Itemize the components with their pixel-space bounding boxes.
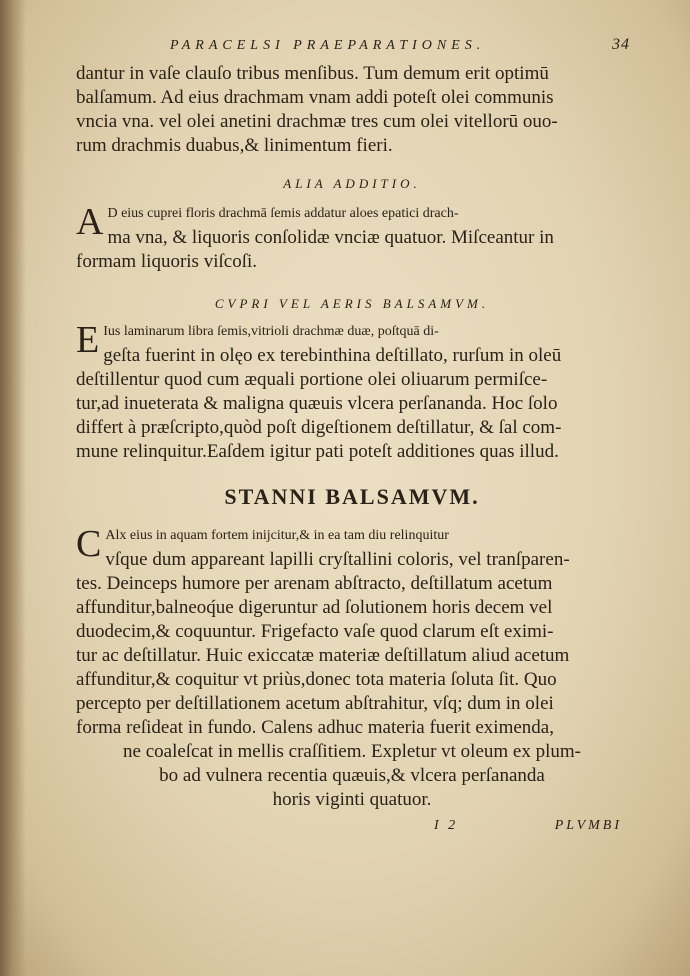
- text-line: deſtillentur quod cum æquali portione olei oliuarum permiſce-: [76, 369, 548, 390]
- section-heading-cupri-balsamum: CVPRI VEL AERIS BALSAMVM.: [214, 296, 490, 311]
- text-line: differt à præſcripto,quòd poſt digeſtionem deſtillatur, & ſal com-: [76, 417, 562, 438]
- page-footer: [76, 818, 628, 838]
- text-line: geſta fuerint in olęo ex terebinthina deſtillato, rurſum in oleū: [103, 345, 562, 366]
- text-line: ma vna, & liquoris conſolidæ vnciæ quatuor. Miſceantur in: [107, 227, 554, 248]
- text-line: affunditur,& coquitur vt priùs,donec tota materia ſoluta ſit. Quo: [76, 669, 557, 690]
- text-line: formam liquoris viſcoſi.: [76, 251, 258, 272]
- catchword: PLVMBI: [554, 818, 622, 833]
- text-line: ne coaleſcat in mellis craſſitiem. Expletur vt oleum ex plum-: [123, 741, 581, 762]
- drop-initial: E: [76, 319, 100, 361]
- text-line: percepto per deſtillationem acetum abſtrahitur, vſq; dum in olei: [76, 693, 554, 714]
- text-line: duodecim,& coquuntur. Frigefacto vaſe quod clarum eſt eximi-: [76, 621, 554, 642]
- running-title: PARACELSI PRAEPARATIONES.: [170, 38, 486, 53]
- drop-initial: A: [76, 201, 104, 243]
- text-line: vſque dum appareant lapilli cryſtallini coloris, vel tranſparen-: [105, 549, 570, 570]
- text-line: vncia vna. vel olei anetini drachmæ tres cum olei vitellorū ouo-: [76, 111, 558, 132]
- section-heading-stanni-balsamum: STANNI BALSAMVM.: [224, 484, 480, 509]
- text-line: horis viginti quatuor.: [272, 789, 432, 810]
- text-line: affunditur,balneoq́ue digeruntur ad ſolutionem horis decem vel: [76, 597, 553, 618]
- page-number: 34: [612, 36, 630, 53]
- text-line: dantur in vaſe clauſo tribus menſibus. Tum demum erit optimū: [76, 63, 549, 84]
- text-line: Alx eius in aquam fortem inijcitur,& in ea tam diu relinquitur: [105, 528, 449, 543]
- text-line: D eius cuprei floris drachmā ſemis addatur aloes epatici drach-: [107, 206, 459, 221]
- text-line: tes. Deinceps humore per arenam abſtracto, deſtillatum acetum: [76, 573, 553, 594]
- paragraph-continuation: [76, 62, 628, 158]
- text-line: Ius laminarum libra ſemis,vitrioli drachmæ duæ, poſtquā di-: [103, 324, 439, 339]
- running-header: [170, 36, 630, 58]
- text-line: balſamum. Ad eius drachmam vnam addi poteſt olei communis: [76, 87, 554, 108]
- signature-mark: I 2: [434, 818, 459, 833]
- text-line: mune relinquitur.Eaſdem igitur pati poteſt additiones quas illud.: [76, 441, 559, 462]
- paragraph-stanni-balsamum: [76, 524, 628, 812]
- drop-initial: C: [76, 523, 102, 565]
- paragraph-cupri-balsamum: [76, 320, 628, 464]
- text-line: bo ad vulnera recentia quæuis,& vlcera perſananda: [159, 765, 545, 786]
- text-line: rum drachmis duabus,& linimentum fieri.: [76, 135, 393, 156]
- section-heading-alia-additio: ALIA ADDITIO.: [283, 176, 421, 191]
- text-line: tur,ad inueterata & maligna quæuis vlcera perſananda. Hoc ſolo: [76, 393, 558, 414]
- paragraph-alia-additio: [76, 202, 628, 274]
- text-line: forma reſideat in fundo. Calens adhuc materia fuerit eximenda,: [76, 717, 554, 738]
- page-spine-shadow: [0, 0, 26, 976]
- text-line: tur ac deſtillatur. Huic exiccatæ materiæ deſtillatum aliud acetum: [76, 645, 570, 666]
